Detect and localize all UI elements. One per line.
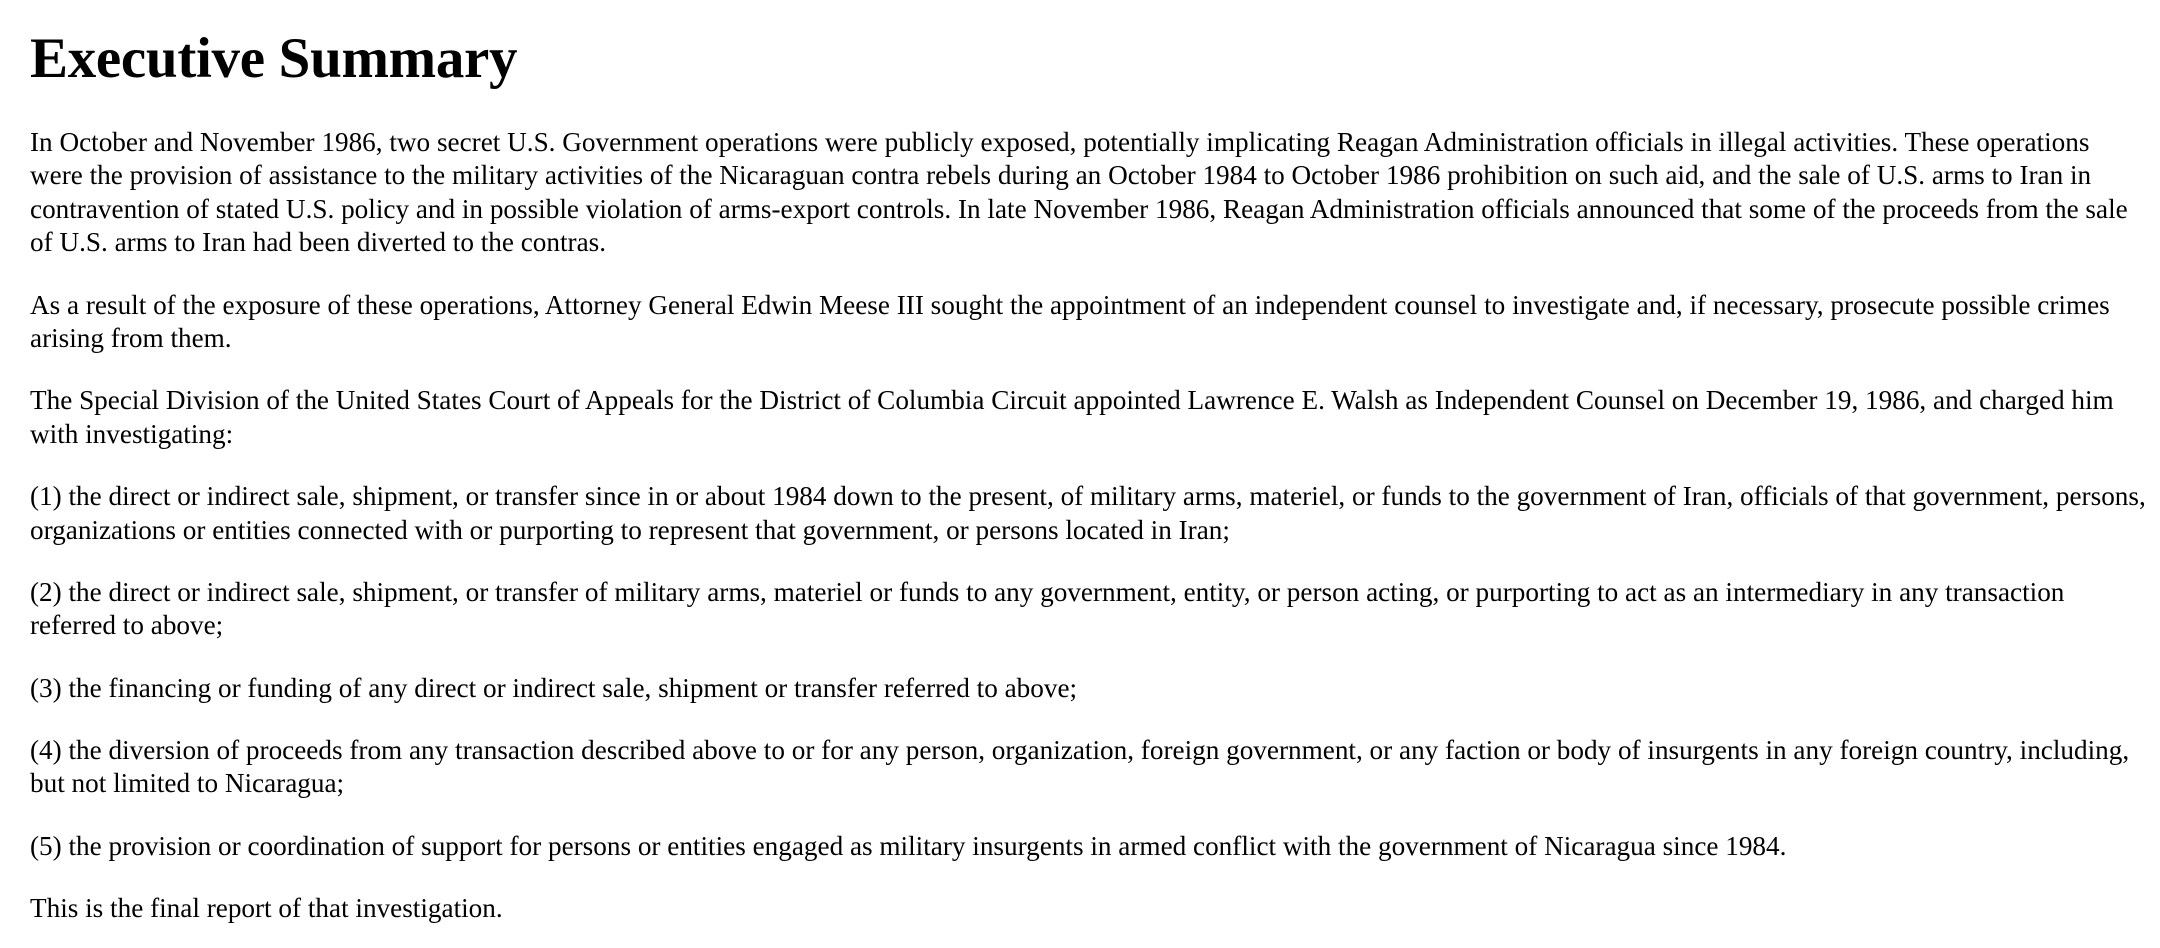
paragraph-closing: This is the final report of that investigation. xyxy=(30,892,503,923)
mandate-item-1: (1) the direct or indirect sale, shipment, or transfer since in or about 1984 down to the present, of military arms, materiel, or funds to the government of Iran, officials of that government, persons, organizations or entities connected with or purporting to represent that government, or persons located in Iran; xyxy=(30,481,2146,545)
mandate-item-3: (3) the financing or funding of any direct or indirect sale, shipment or transfer referred to above; xyxy=(30,672,1078,703)
mandate-item-5: (5) the provision or coordination of support for persons or entities engaged as military insurgents in armed conflict with the government of Nicaragua since 1984. xyxy=(30,830,1787,861)
mandate-item-2: (2) the direct or indirect sale, shipment, or transfer of military arms, materiel or funds to any government, entity, or person acting, or purporting to act as an intermediary in any transaction referred to above; xyxy=(30,576,2065,641)
page-title: Executive Summary xyxy=(30,27,518,90)
mandate-item-4: (4) the diversion of proceeds from any transaction described above to or for any person, organization, foreign government, or any faction or body of insurgents in any foreign country, including, but not limited to Nicaragua; xyxy=(30,734,2130,799)
paragraph-meese: As a result of the exposure of these operations, Attorney General Edwin Meese III sought the appointment of an independent counsel to investigate and, if necessary, prosecute possible crimes arising from them. xyxy=(30,289,2110,354)
paragraph-intro: In October and November 1986, two secret U.S. Government operations were publicly exposed, potentially implicating Reagan Administration officials in illegal activities. These operations were the provision of assistance to the military activities of the Nicaraguan contra rebels during an October 1984 to October 1986 prohibition on such aid, and the sale of U.S. arms to Iran in contravention of stated U.S. policy and in possible violation of arms-export controls. In late November 1986, Reagan Administration officials announced that some of the proceeds from the sale of U.S. arms to Iran had been diverted to the contras. xyxy=(30,126,2128,258)
paragraph-appointment: The Special Division of the United States Court of Appeals for the District of Columbia Circuit appointed Lawrence E. Walsh as Independent Counsel on December 19, 1986, and charged him with investigating: xyxy=(30,385,2114,449)
